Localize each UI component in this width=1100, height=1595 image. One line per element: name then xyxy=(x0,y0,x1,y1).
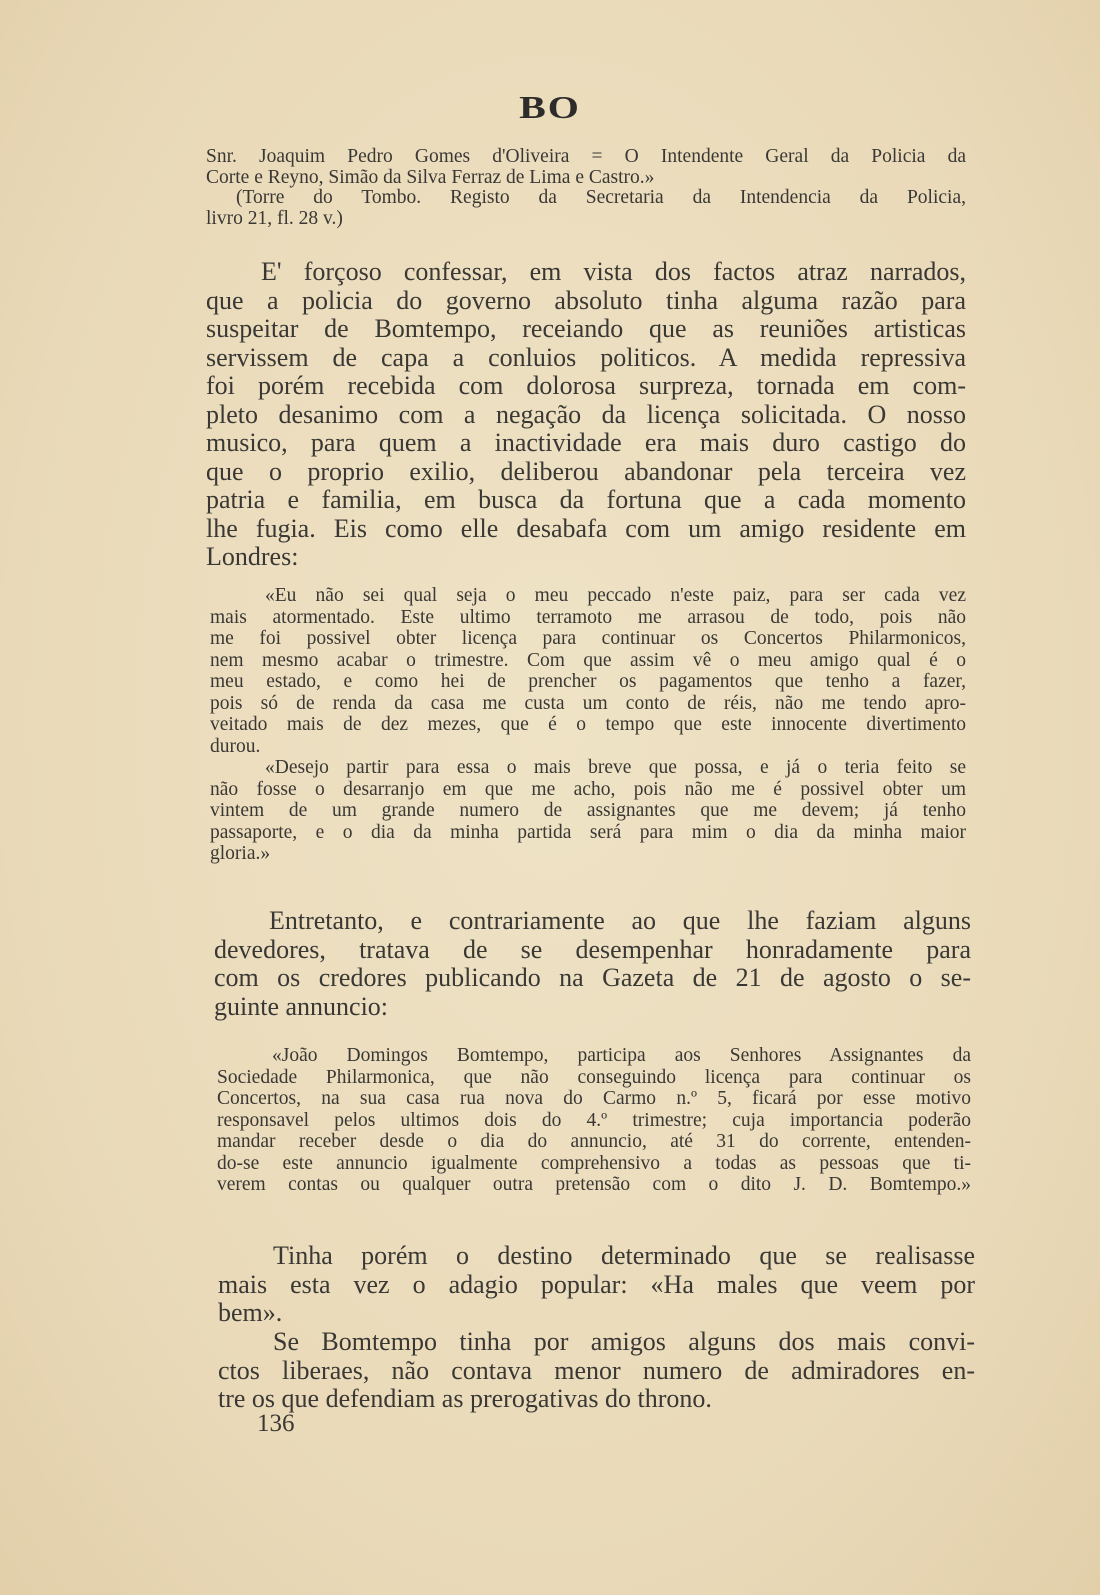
quote-line: não fosse o desarranjo em que me acho, pois não me é possivel obter um xyxy=(210,778,966,800)
text-line: tre os que defendiam as prerogativas do throno. xyxy=(218,1384,712,1413)
quote-line: pois só de renda da casa me custa um conto de réis, não me tendo apro- xyxy=(210,692,966,714)
note-line: livro 21, fl. 28 v.) xyxy=(206,207,343,229)
text-line: patria e familia, em busca da fortuna que a cada momento xyxy=(206,485,966,514)
paragraph-main-3 xyxy=(218,1242,975,1328)
archival-note xyxy=(206,147,966,229)
note-line: (Torre do Tombo. Registo da Secretaria da Intendencia da Policia, xyxy=(236,187,966,208)
text-line: foi porém recebida com dolorosa surpreza, tornada em com- xyxy=(206,371,966,400)
text-line: Entretanto, e contrariamente ao que lhe faziam alguns xyxy=(269,906,971,935)
note-line: Snr. Joaquim Pedro Gomes d'Oliveira = O Intendente Geral da Policia da xyxy=(206,146,966,167)
text-line: E' forçoso confessar, em vista dos factos atraz narrados, xyxy=(261,257,966,286)
quote-line: Concertos, na sua casa rua nova do Carmo n.º 5, ficará por esse motivo xyxy=(217,1088,971,1109)
text-line: Se Bomtempo tinha por amigos alguns dos mais convi- xyxy=(273,1327,975,1356)
quoted-announcement xyxy=(217,1045,971,1196)
paragraph-main-1 xyxy=(206,258,966,572)
quote-line: responsavel pelos ultimos dois do 4.º trimestre; cuja importancia poderão xyxy=(217,1109,971,1131)
text-line: servissem de capa a conluios politicos. A medida repressiva xyxy=(206,342,966,372)
quote-line: nem mesmo acabar o trimestre. Com que assim vê o meu amigo qual é o xyxy=(210,649,966,671)
quote-line: mandar receber desde o dia do annuncio, até 31 do corrente, entenden- xyxy=(217,1131,971,1152)
text-line: guinte annuncio: xyxy=(214,991,389,1021)
paragraph-main-4 xyxy=(218,1328,975,1414)
quote-line: do-se este annuncio igualmente comprehensivo a todas as pessoas que ti- xyxy=(217,1152,971,1174)
quote-line: «João Domingos Bomtempo, participa aos Senhores Assignantes da xyxy=(272,1045,971,1066)
quote-line: «Eu não sei qual seja o meu peccado n'este paiz, para ser cada vez xyxy=(265,585,966,606)
text-line: Tinha porém o destino determinado que se realisasse xyxy=(273,1241,975,1270)
text-line: lhe fugia. Eis como elle desabafa com um amigo residente em xyxy=(206,513,966,543)
text-line: suspeitar de Bomtempo, receiando que as reuniões artisticas xyxy=(206,314,966,343)
text-line: devedores, tratava de se desempenhar honradamente para xyxy=(214,934,971,964)
text-line: com os credores publicando na Gazeta de 21 de agosto o se- xyxy=(214,963,971,992)
quote-line: mais atormentado. Este ultimo terramoto me arrasou de todo, pois não xyxy=(210,606,966,628)
text-line: mais esta vez o adagio popular: «Ha males que veem por xyxy=(218,1269,975,1299)
page-number: 136 xyxy=(257,1410,295,1437)
text-line: musico, para quem a inactividade era mais duro castigo do xyxy=(206,428,966,457)
page-header-monogram: BO xyxy=(519,89,581,126)
quote-line: «Desejo partir para essa o mais breve que possa, e já o teria feito se xyxy=(265,757,966,778)
text-line: pleto desanimo com a negação da licença solicitada. O nosso xyxy=(206,399,966,429)
quote-line: durou. xyxy=(210,735,261,757)
quote-line: veitado mais de dez mezes, que é o tempo que este innocente divertimento xyxy=(210,714,966,735)
quote-line: Sociedade Philarmonica, que não conseguindo licença para continuar os xyxy=(217,1066,971,1088)
quote-line: me foi possivel obter licença para continuar os Concertos Philarmonicos, xyxy=(210,628,966,649)
quote-line: verem contas ou qualquer outra pretensão com o dito J. D. Bomtempo.» xyxy=(217,1174,971,1195)
text-line: bem». xyxy=(218,1298,283,1327)
quote-line: vintem de um grande numero de assignantes que me devem; já tenho xyxy=(210,800,966,821)
text-line: ctos liberaes, não contava menor numero de admiradores en- xyxy=(218,1355,975,1385)
quote-line: meu estado, e como hei de prencher os pagamentos que tenho a fazer, xyxy=(210,671,966,692)
text-line: que o proprio exilio, deliberou abandonar pela terceira vez xyxy=(206,456,966,486)
paragraph-main-2 xyxy=(214,907,971,1021)
text-line: que a policia do governo absoluto tinha alguma razão para xyxy=(206,285,966,315)
quoted-letter xyxy=(210,585,966,865)
quote-line: gloria.» xyxy=(210,843,271,864)
quote-line: passaporte, e o dia da minha partida será para mim o dia da minha maior xyxy=(210,821,966,843)
text-line: Londres: xyxy=(206,542,299,571)
note-line: Corte e Reyno, Simão da Silva Ferraz de Lima e Castro.» xyxy=(206,166,655,188)
